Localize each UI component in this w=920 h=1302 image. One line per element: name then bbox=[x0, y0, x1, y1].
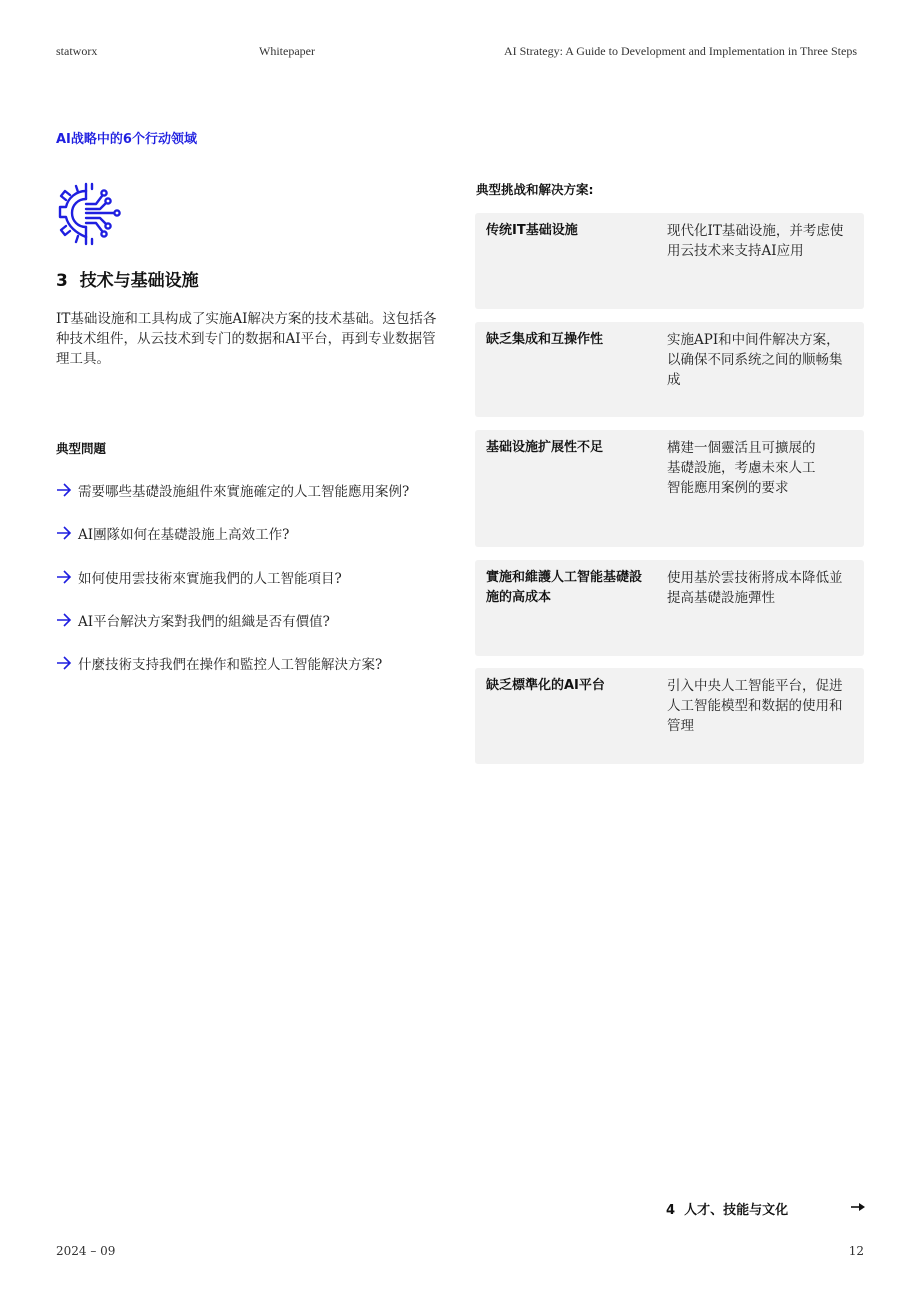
question-text: 什麼技術支持我們在操作和監控人工智能解決方案? bbox=[78, 657, 383, 674]
section-title bbox=[56, 266, 199, 291]
question-item bbox=[56, 480, 456, 500]
challenge-problem: 传统IT基础设施 bbox=[486, 223, 578, 238]
section-number: 3 bbox=[56, 271, 68, 291]
arrow-right-icon[interactable] bbox=[850, 1200, 866, 1214]
question-text: 需要哪些基礎設施組件來實施確定的人工智能應用案例? bbox=[78, 484, 410, 500]
arrow-right-icon bbox=[56, 526, 72, 540]
challenge-problem: 實施和維護人工智能基礎設施的高成本 bbox=[486, 570, 643, 605]
page-number: 12 bbox=[848, 1244, 864, 1258]
arrow-right-icon bbox=[56, 613, 72, 627]
header-doc-title: AI Strategy: A Guide to Development and Implementation in Three Steps bbox=[503, 44, 857, 58]
questions-heading: 典型問題 bbox=[56, 441, 107, 456]
section-label: AI战略中的6个行动领域 bbox=[56, 132, 197, 147]
section-title-text: 技术与基础设施 bbox=[79, 271, 199, 291]
question-item bbox=[56, 610, 456, 630]
arrow-right-icon bbox=[56, 570, 72, 584]
arrow-right-icon bbox=[56, 483, 72, 497]
header-brand: statworx bbox=[56, 44, 98, 58]
question-item bbox=[56, 653, 456, 673]
arrow-right-icon bbox=[56, 656, 72, 670]
question-text: AI平台解決方案對我們的組織是否有價值? bbox=[78, 613, 330, 630]
question-item bbox=[56, 567, 456, 587]
challenges-heading: 典型挑战和解决方案: bbox=[476, 182, 594, 197]
challenge-card bbox=[475, 430, 864, 547]
section-intro: IT基础设施和工具构成了实施AI解决方案的技术基础。这包括各种技术组件，从云技术到专门的数据和AI平台，再到专业数据管理工具。 bbox=[56, 311, 437, 367]
challenge-card bbox=[475, 668, 864, 764]
next-section-link[interactable] bbox=[666, 1199, 788, 1218]
question-text: 如何使用雲技術來實施我們的人工智能項目? bbox=[78, 570, 342, 587]
header-doc-type: Whitepaper bbox=[259, 44, 315, 58]
question-text: AI團隊如何在基礎設施上高效工作? bbox=[78, 527, 290, 544]
next-section-number: 4 bbox=[666, 1203, 676, 1218]
challenge-card bbox=[475, 322, 864, 417]
challenge-problem: 缺乏集成和互操作性 bbox=[486, 332, 604, 347]
question-item bbox=[56, 523, 456, 543]
next-section-title: 人才、技能与文化 bbox=[684, 1203, 789, 1218]
challenge-problem: 缺乏標準化的AI平台 bbox=[486, 678, 605, 693]
challenge-solution: 構建一個靈活且可擴展的基礎設施，考慮未來人工智能應用案例的要求 bbox=[667, 440, 816, 496]
circuit-brain-icon bbox=[54, 180, 122, 248]
challenge-solution: 使用基於雲技術將成本降低並提高基礎設施彈性 bbox=[667, 570, 843, 606]
questions-list bbox=[56, 480, 456, 696]
challenge-solution: 实施API和中间件解决方案，以确保不同系统之间的顺畅集成 bbox=[667, 332, 843, 388]
challenge-problem: 基础设施扩展性不足 bbox=[486, 440, 604, 455]
challenge-solution: 现代化IT基础设施，并考虑使用云技术来支持AI应用 bbox=[667, 223, 844, 259]
footer-date: 2024 – 09 bbox=[56, 1244, 116, 1258]
challenge-card bbox=[475, 560, 864, 656]
challenge-card bbox=[475, 213, 864, 309]
challenge-solution: 引入中央人工智能平台，促进人工智能模型和数据的使用和管理 bbox=[667, 678, 843, 734]
